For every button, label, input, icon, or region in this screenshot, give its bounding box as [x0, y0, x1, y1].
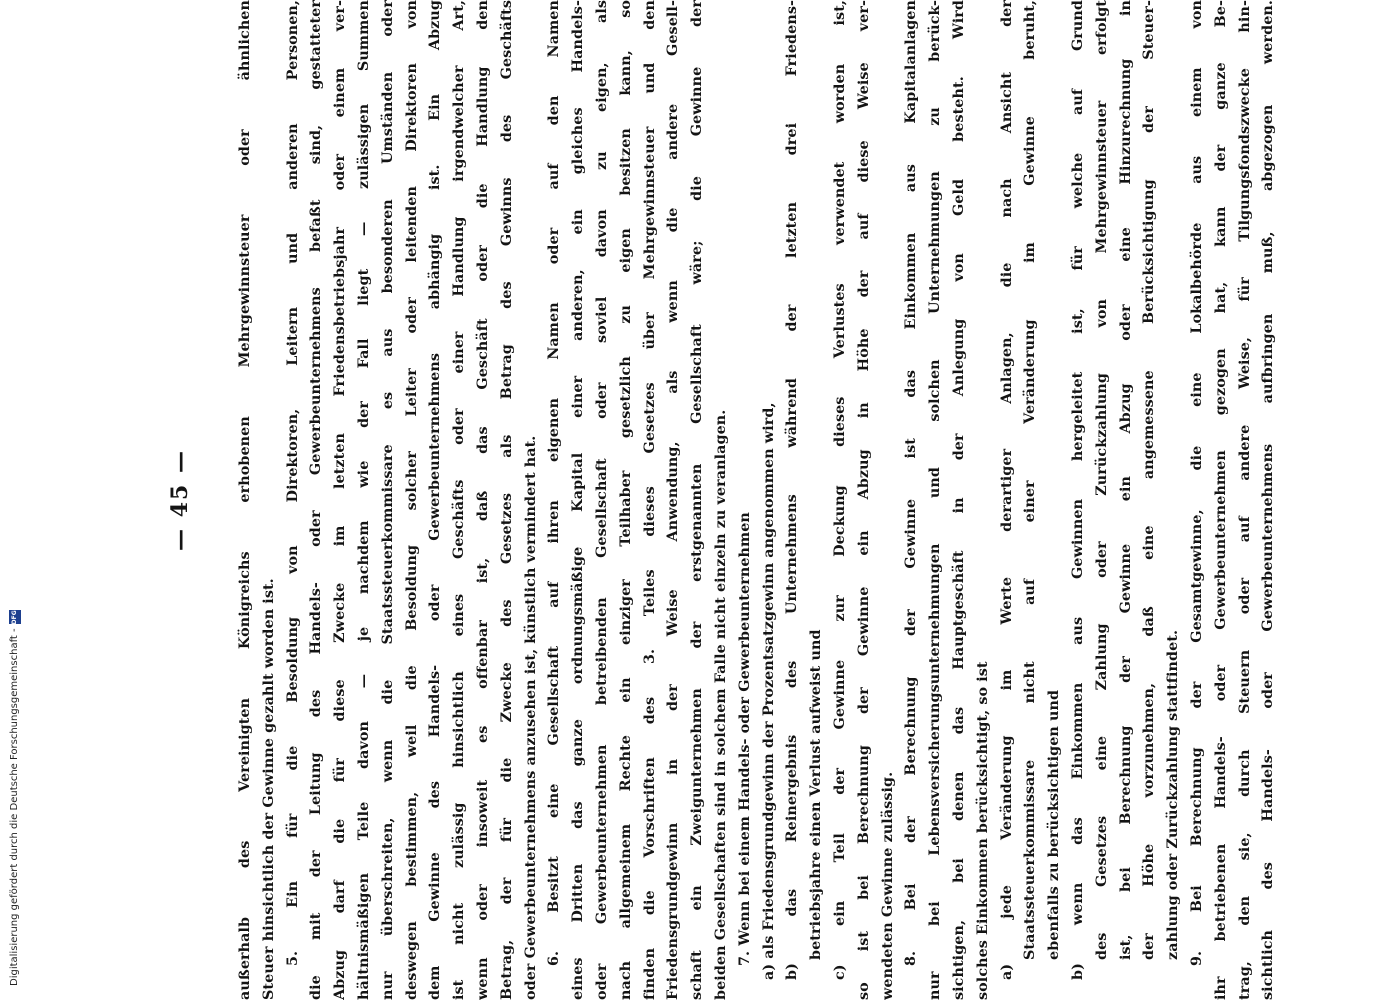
text-line: ist, bei Berechnung der Gewinne ein Abzug oder eine Hinzurechnung in — [1117, 0, 1134, 960]
text-line: 8. Bei der Berechnung der Gewinne ist das Einkommen aus Kapitalanlagen — [903, 0, 920, 966]
text-line: betriebsjahre einen Verlust aufweist und — [808, 629, 825, 960]
text-line: oder Gewerbeunternehmen betreibenden Gesellschaft oder soviel davon zu eigen, als — [594, 0, 610, 1000]
text-line: schaft ein Zweigunternehmen der erstgenannten Gesellschaft wäre; die Gewinne der — [689, 0, 706, 1000]
text-line: wendeten Gewinne zulässig. — [879, 771, 896, 1000]
text-line: nach allgemeinem Rechte ein einziger Teilhaber gesetzlich zu eigen besitzen kann, so — [617, 0, 634, 1000]
credit-text: Digitalisierung gefördert durch die Deutsche Forschungsgemeinschaft - — [9, 628, 20, 986]
text-line: deswegen bestimmen, weil die Besoldung solcher Leiter oder leitenden Direktoren von — [403, 0, 420, 1000]
text-line: sichtigen, bei denen das Hauptgeschäft in der Anlegung von Geld besteht. Wird — [951, 0, 967, 1000]
digitization-credit — [8, 586, 22, 986]
text-line: außerhalb des Vereinigten Königreichs erhobenen Mehrgewinnsteuer oder ähnlichen — [237, 0, 253, 1000]
text-line: nur überschreiten, wenn die Staatssteuerkommissare es aus besonderen Umständen oder — [379, 0, 396, 1000]
text-line: Abzug darf die für diese Zwecke im letzten Friedensbetriebsjahr oder einem ver- — [332, 0, 349, 1000]
text-line: zahlung oder Zurückzahlung stattfindet. — [1165, 629, 1182, 960]
text-line: finden die Vorschriften des 3. Teiles dieses Gesetzes über Mehrgewinnsteuer und den — [641, 0, 658, 1000]
text-line: nur bei Lebensversicherungsunternehmungen und solchen Unternehmungen zu berück- — [927, 0, 944, 1000]
text-line: 7. Wenn bei einem Handels- oder Gewerbeunternehmen — [736, 512, 753, 966]
text-line: so ist bei Berechnung der Gewinne ein Abzug in Höhe der auf diese Weise ver- — [855, 0, 872, 1000]
text-line: trag, den sie, durch Steuern oder auf andere Weise, für Tilgungsfondszwecke hin- — [1236, 0, 1253, 1000]
text-line: wenn oder insoweit es offenbar ist, daß das Geschäft oder die Handlung den — [475, 0, 491, 1000]
text-line: des Gesetzes eine Zahlung oder Zurückzahlung von Mehrgewinnsteuer erfolgt — [1093, 0, 1110, 960]
text-line: 6. Besitzt eine Gesellschaft auf ihren eigenen Namen oder auf den Namen — [546, 0, 563, 966]
text-line: solches Einkommen berücksichtigt, so ist — [974, 661, 991, 1000]
text-line: eines Dritten das ganze ordnungsmäßige Kapital einer anderen, ein gleiches Handels- — [570, 0, 587, 1000]
text-line: b) wenn das Einkommen aus Gewinnen hergeleitet ist, für welche auf Grund — [1070, 0, 1086, 980]
text-line: beiden Gesellschaften sind in solchem Falle nicht einzeln zu veranlagen. — [713, 409, 729, 1000]
text-line: 9. Bei Berechnung der Gesamtgewinne, die eine Lokalbehörde aus einem von — [1189, 0, 1205, 966]
dfg-logo: DFG — [9, 610, 21, 624]
text-line: Friedensgrundgewinn in der Weise Anwendung, als wenn die andere Gesell- — [665, 0, 682, 1000]
text-line: ist nicht zulässig hinsichtlich eines Geschäfts oder einer Handlung irgendwelcher Art, — [451, 0, 468, 1000]
text-line: der Höhe vorzunehmen, daß eine angemessene Berücksichtigung der Steuer- — [1141, 0, 1158, 960]
text-line: Steuer hinsichtlich der Gewinne gezahlt worden ist. — [260, 578, 277, 1000]
text-line: oder Gewerbeunternehmens anzusehen ist, künstlich vermindert hat. — [522, 435, 539, 1000]
text-line: ihr betriebenen Handels- oder Gewerbeunternehmen gezogen hat, kann der ganze Be- — [1212, 0, 1229, 1000]
page-number: — 45 — — [167, 449, 193, 551]
text-line: 5. Ein für die Besoldung von Direktoren, Leitern und anderen Personen, — [284, 0, 301, 966]
text-line: sichtlich des Handels- oder Gewerbeunternehmens aufbringen muß, abgezogen werden. — [1260, 0, 1277, 1000]
text-line: die mit der Leitung des Handels- oder Gewerbeunternehmens befaßt sind, gestatteter — [308, 0, 325, 1000]
document-page — [165, 0, 1283, 1000]
text-line: a) als Friedensgrundgewinn der Prozentsatzgewinn angenommen wird, — [760, 402, 777, 980]
text-line: ebenfalls zu berücksichtigen und — [1046, 689, 1063, 960]
text-line: Staatssteuerkommissare nicht auf einer Veränderung im Gewinne beruht, — [1022, 0, 1039, 960]
text-line: Betrag, der für die Zwecke des Gesetzes als Betrag des Gewinns des Geschäfts — [498, 0, 515, 1000]
text-line: hältnismäßigen Teile davon — je nachdem wie der Fall liegt — zulässigen Summen — [356, 0, 372, 1000]
text-line: c) ein Teil der Gewinne zur Deckung dieses Verlustes verwendet worden ist, — [832, 0, 848, 980]
text-line: b) das Reinergebnis des Unternehmens während der letzten drei Friedens- — [784, 0, 801, 980]
text-line: a) jede Veränderung im Werte derartiger Anlagen, die nach Ansicht der — [998, 0, 1015, 980]
text-line: dem Gewinne des Handels- oder Gewerbeunternehmens abhängig ist. Ein Abzug — [427, 0, 444, 1000]
